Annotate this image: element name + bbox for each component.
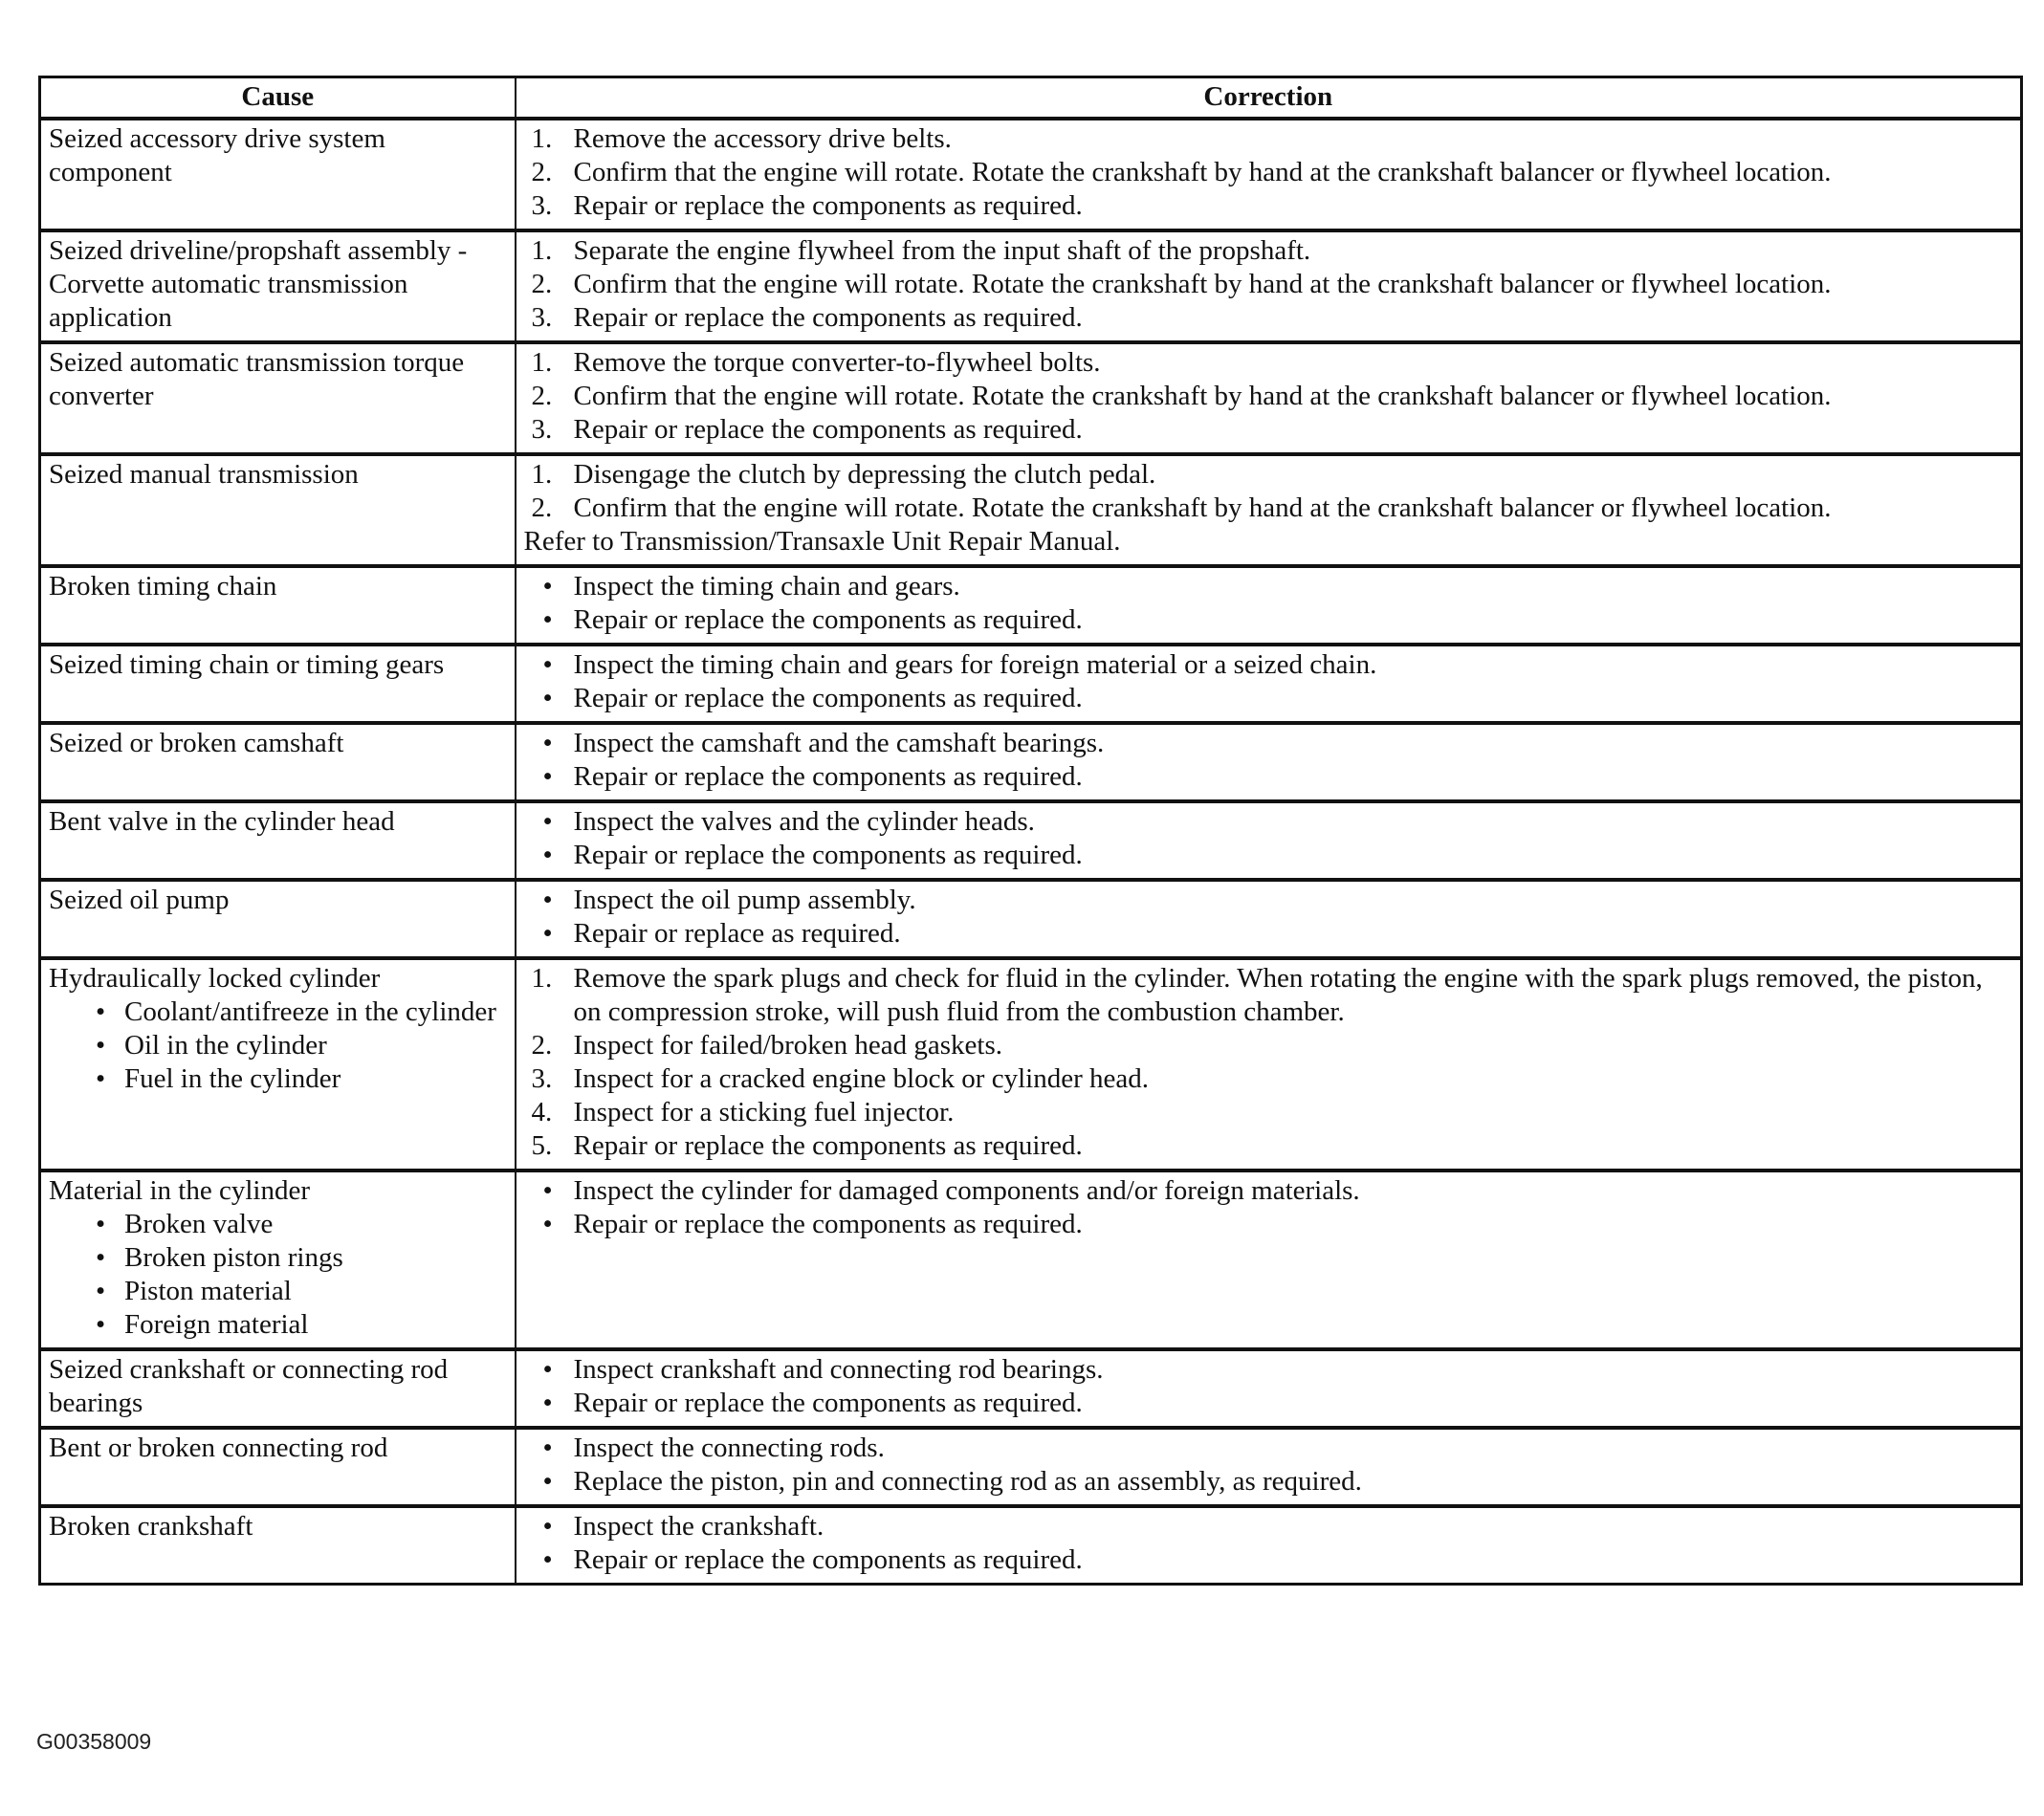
correction-bullets	[524, 1174, 2013, 1241]
cause-cell	[40, 1171, 516, 1349]
correction-text: Inspect the oil pump assembly.	[573, 885, 916, 915]
correction-text: Repair or replace the components as required.	[573, 1544, 1083, 1575]
cause-cell	[40, 958, 516, 1171]
correction-steps	[524, 458, 2013, 525]
step-number: 2.	[531, 269, 553, 299]
table-row	[40, 645, 2022, 723]
correction-header: Correction	[516, 77, 2022, 120]
correction-step	[524, 156, 2013, 189]
correction-bullet	[524, 648, 2013, 682]
correction-text: Inspect the cylinder for damaged components and/or foreign materials.	[573, 1175, 1360, 1206]
cause-cell	[40, 1349, 516, 1428]
step-number: 1.	[531, 123, 553, 154]
correction-step	[524, 1096, 2013, 1129]
correction-text: Inspect the connecting rods.	[573, 1433, 885, 1463]
cause-cell	[40, 230, 516, 342]
correction-text: Separate the engine flywheel from the input shaft of the propshaft.	[573, 235, 1311, 266]
correction-bullets	[524, 727, 2013, 794]
cause-subitem: • Fuel in the cylinder	[92, 1062, 507, 1096]
step-number: 2.	[531, 492, 553, 523]
cause-subitem: • Coolant/antifreeze in the cylinder	[92, 996, 507, 1029]
correction-step	[524, 962, 2013, 1029]
cause-header: Cause	[40, 77, 516, 120]
correction-cell	[516, 1428, 2022, 1506]
correction-text: Inspect crankshaft and connecting rod bearings.	[573, 1354, 1104, 1385]
correction-text: Inspect for failed/broken head gaskets.	[573, 1030, 1003, 1061]
correction-cell	[516, 230, 2022, 342]
correction-bullet	[524, 682, 2013, 715]
correction-cell	[516, 566, 2022, 645]
correction-text: Inspect the valves and the cylinder heads.	[573, 806, 1035, 837]
cause-text: Hydraulically locked cylinder	[49, 963, 381, 994]
cause-cell	[40, 1506, 516, 1585]
correction-cell	[516, 342, 2022, 454]
correction-text: Repair or replace the components as required.	[573, 1209, 1083, 1239]
correction-text: Confirm that the engine will rotate. Rotate the crankshaft by hand at the crankshaft balancer or flywheel location.	[573, 157, 1832, 187]
cause-subitems	[49, 996, 507, 1096]
correction-cell	[516, 1349, 2022, 1428]
correction-text: Repair or replace the components as required.	[573, 840, 1083, 870]
cause-text: Seized automatic transmission torque converter	[49, 347, 465, 411]
correction-step	[524, 268, 2013, 301]
correction-step	[524, 189, 2013, 223]
table-row	[40, 454, 2022, 566]
table-row	[40, 723, 2022, 801]
correction-text: Disengage the clutch by depressing the clutch pedal.	[573, 459, 1156, 490]
cause-cell	[40, 723, 516, 801]
correction-step	[524, 1129, 2013, 1163]
correction-step	[524, 413, 2013, 447]
correction-bullets	[524, 884, 2013, 951]
correction-cell	[516, 723, 2022, 801]
correction-text: Repair or replace as required.	[573, 918, 901, 949]
cause-cell	[40, 880, 516, 958]
cause-text: Broken timing chain	[49, 571, 277, 602]
correction-step	[524, 1062, 2013, 1096]
correction-steps	[524, 962, 2013, 1163]
correction-bullet	[524, 570, 2013, 603]
correction-cell	[516, 1171, 2022, 1349]
diagnosis-table	[38, 76, 2023, 1586]
cause-cell	[40, 454, 516, 566]
correction-bullet	[524, 805, 2013, 839]
correction-cell	[516, 119, 2022, 230]
correction-text: Repair or replace the components as required.	[573, 604, 1083, 635]
correction-steps	[524, 122, 2013, 223]
correction-step	[524, 346, 2013, 380]
table-row	[40, 119, 2022, 230]
table-row	[40, 1428, 2022, 1506]
cause-text: Seized driveline/propshaft assembly - Corvette automatic transmission application	[49, 235, 468, 333]
correction-cell	[516, 454, 2022, 566]
correction-bullet	[524, 917, 2013, 951]
step-number: 4.	[531, 1097, 553, 1127]
cause-subitem: • Broken valve	[92, 1208, 507, 1241]
cause-text: Broken crankshaft	[49, 1511, 253, 1542]
step-number: 1.	[531, 235, 553, 266]
cause-text: Material in the cylinder	[49, 1175, 310, 1206]
step-number: 1.	[531, 459, 553, 490]
correction-step	[524, 234, 2013, 268]
correction-text: Inspect the crankshaft.	[573, 1511, 824, 1542]
cause-cell	[40, 645, 516, 723]
table-body	[40, 119, 2022, 1585]
correction-text: Confirm that the engine will rotate. Rotate the crankshaft by hand at the crankshaft balancer or flywheel location.	[573, 381, 1832, 411]
cause-cell	[40, 1428, 516, 1506]
correction-bullet	[524, 1387, 2013, 1420]
header-row	[40, 77, 2022, 120]
correction-step	[524, 380, 2013, 413]
correction-step	[524, 122, 2013, 156]
correction-step	[524, 458, 2013, 492]
table-row	[40, 880, 2022, 958]
step-number: 2.	[531, 381, 553, 411]
table-row	[40, 1171, 2022, 1349]
correction-cell	[516, 958, 2022, 1171]
step-number: 1.	[531, 347, 553, 378]
cause-subitem: • Piston material	[92, 1275, 507, 1308]
correction-text: Repair or replace the components as required.	[573, 190, 1083, 221]
step-number: 3.	[531, 1063, 553, 1094]
correction-bullet	[524, 760, 2013, 794]
cause-cell	[40, 566, 516, 645]
correction-step	[524, 1029, 2013, 1062]
correction-bullets	[524, 648, 2013, 715]
step-number: 1.	[531, 963, 553, 994]
table-row	[40, 342, 2022, 454]
correction-text: Remove the torque converter-to-flywheel bolts.	[573, 347, 1101, 378]
correction-bullet	[524, 727, 2013, 760]
cause-text: Seized manual transmission	[49, 459, 359, 490]
correction-bullet	[524, 1208, 2013, 1241]
correction-bullets	[524, 570, 2013, 637]
step-number: 3.	[531, 302, 553, 333]
cause-text: Bent or broken connecting rod	[49, 1433, 388, 1463]
correction-text: Confirm that the engine will rotate. Rotate the crankshaft by hand at the crankshaft balancer or flywheel location.	[573, 269, 1832, 299]
cause-text: Bent valve in the cylinder head	[49, 806, 395, 837]
cause-cell	[40, 801, 516, 880]
correction-bullet	[524, 1353, 2013, 1387]
cause-subitem: • Foreign material	[92, 1308, 507, 1342]
correction-text: Inspect the timing chain and gears for foreign material or a seized chain.	[573, 649, 1377, 680]
correction-bullet	[524, 1174, 2013, 1208]
cause-text: Seized or broken camshaft	[49, 728, 344, 758]
cause-text: Seized oil pump	[49, 885, 230, 915]
correction-text: Repair or replace the components as required.	[573, 302, 1083, 333]
correction-text: Remove the accessory drive belts.	[573, 123, 952, 154]
correction-cell	[516, 1506, 2022, 1585]
step-number: 5.	[531, 1130, 553, 1161]
correction-text: Inspect for a sticking fuel injector.	[573, 1097, 955, 1127]
correction-bullets	[524, 1510, 2013, 1577]
correction-bullets	[524, 1432, 2013, 1499]
correction-bullets	[524, 1353, 2013, 1420]
correction-cell	[516, 645, 2022, 723]
correction-text: Inspect the camshaft and the camshaft bearings.	[573, 728, 1105, 758]
correction-bullet	[524, 1543, 2013, 1577]
cause-subitems	[49, 1208, 507, 1342]
correction-text: Inspect for a cracked engine block or cylinder head.	[573, 1063, 1149, 1094]
figure-code: G00358009	[36, 1729, 152, 1754]
correction-bullet	[524, 1432, 2013, 1465]
correction-text: Confirm that the engine will rotate. Rotate the crankshaft by hand at the crankshaft balancer or flywheel location.	[573, 492, 1832, 523]
table-row	[40, 230, 2022, 342]
correction-text: Repair or replace the components as required.	[573, 683, 1083, 713]
table-row	[40, 1349, 2022, 1428]
correction-text: Inspect the timing chain and gears.	[573, 571, 960, 602]
cause-cell	[40, 119, 516, 230]
step-number: 3.	[531, 414, 553, 445]
correction-text: Repair or replace the components as required.	[573, 414, 1083, 445]
table-row	[40, 1506, 2022, 1585]
correction-cell	[516, 801, 2022, 880]
table-row	[40, 958, 2022, 1171]
step-number: 2.	[531, 157, 553, 187]
table-row	[40, 801, 2022, 880]
correction-bullet	[524, 1465, 2013, 1499]
correction-text: Repair or replace the components as required.	[573, 1130, 1083, 1161]
step-number: 2.	[531, 1030, 553, 1061]
correction-bullet	[524, 839, 2013, 872]
correction-bullet	[524, 884, 2013, 917]
correction-steps	[524, 234, 2013, 335]
cause-subitem: • Oil in the cylinder	[92, 1029, 507, 1062]
correction-text: Repair or replace the components as required.	[573, 1388, 1083, 1418]
table-row	[40, 566, 2022, 645]
cause-text: Seized crankshaft or connecting rod bearings	[49, 1354, 449, 1418]
correction-note: Refer to Transmission/Transaxle Unit Repair Manual.	[523, 526, 1121, 557]
cause-subitem: • Broken piston rings	[92, 1241, 507, 1275]
cause-text: Seized accessory drive system component	[49, 123, 385, 187]
correction-text: Remove the spark plugs and check for fluid in the cylinder. When rotating the engine with the spark plugs removed, the piston, on compression stroke, will push fluid from the combustion chamber.	[573, 963, 1983, 1027]
correction-step	[524, 301, 2013, 335]
correction-steps	[524, 346, 2013, 447]
correction-bullet	[524, 1510, 2013, 1543]
step-number: 3.	[531, 190, 553, 221]
correction-step	[524, 492, 2013, 525]
cause-cell	[40, 342, 516, 454]
correction-text: Replace the piston, pin and connecting rod as an assembly, as required.	[573, 1466, 1362, 1497]
cause-text: Seized timing chain or timing gears	[49, 649, 445, 680]
correction-text: Repair or replace the components as required.	[573, 761, 1083, 792]
correction-bullets	[524, 805, 2013, 872]
correction-cell	[516, 880, 2022, 958]
correction-bullet	[524, 603, 2013, 637]
